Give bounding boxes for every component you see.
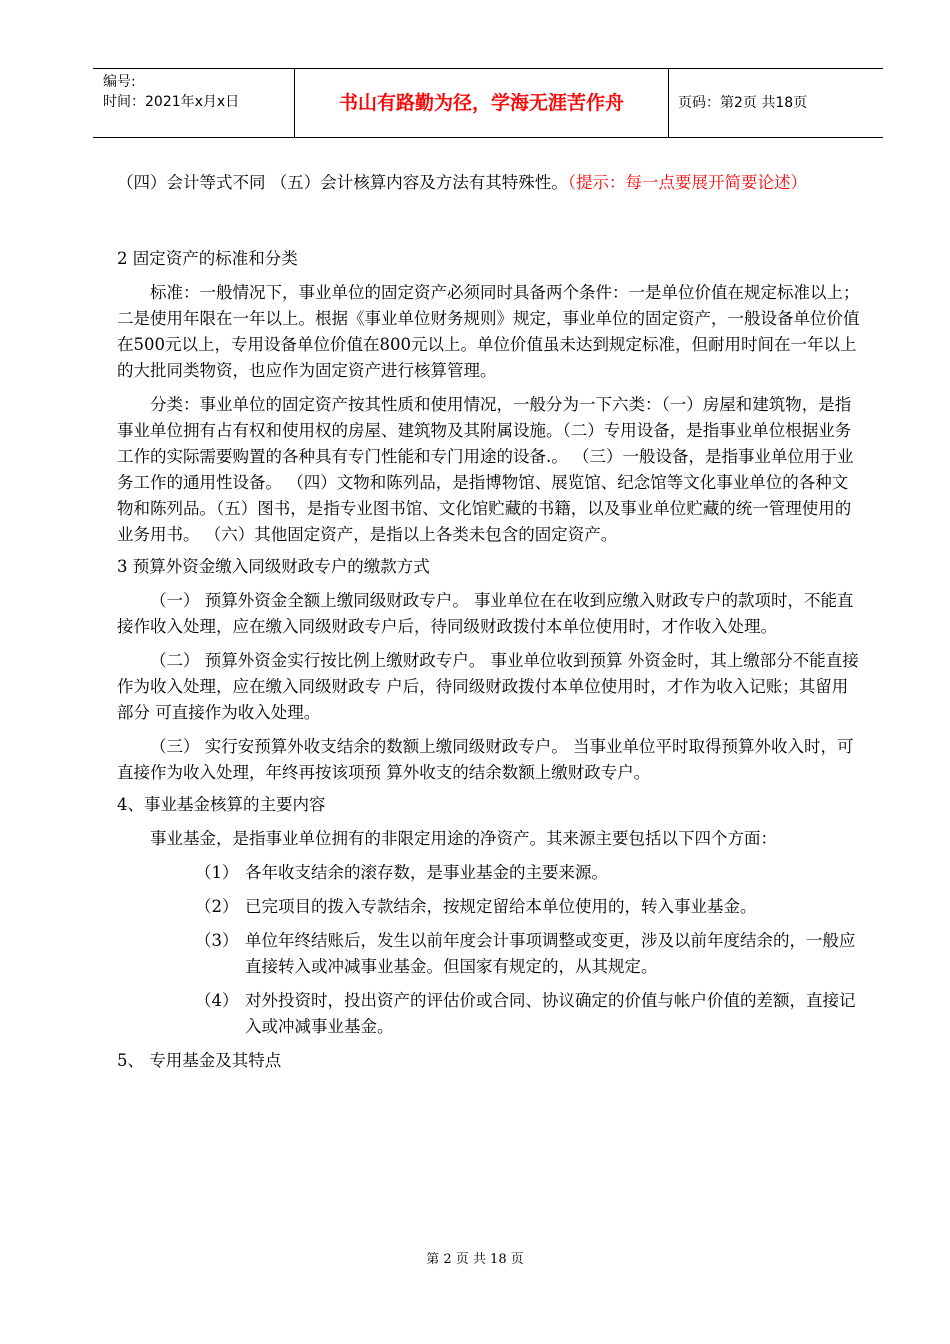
list-item-number: （1） [195,863,239,882]
document-body [117,170,862,1074]
section-2-classification: 分类：事业单位的固定资产按其性质和使用情况，一般分为一下六类：（一）房屋和建筑物，是指事业单位拥有占有权和使用权的房屋、建筑物及其附属设施。（二）专用设备，是指事业单位根据业务工作的实际需要购置的各种具有专门性能和专门用途的设备.。 （三）一般设备，是指事业单位用于业务工作的通用性设备。 （四）文物和陈列品，是指博物馆、展览馆、纪念馆等文化事业单位的各种文物和陈列品。（五）图书，是指专业图书馆、文化馆贮藏的书籍，以及事业单位贮藏的统一管理使用的业务用书。 （六）其他固定资产，是指以上各类未包含的固定资产。 [117,395,854,544]
list-item-text: 已完项目的拨入专款结余，按规定留给本单位使用的，转入事业基金。 [245,897,757,916]
list-item-number: （2） [195,897,239,916]
header-meta [93,69,295,137]
list-item [117,894,862,920]
section-3-title: 3 预算外资金缴入同级财政专户的缴款方式 [117,557,430,576]
intro-text: （四）会计等式不同 （五）会计核算内容及方法有其特殊性。 [117,173,568,192]
section-4-intro: 事业基金，是指事业单位拥有的非限定用途的净资产。其来源主要包括以下四个方面： [150,829,777,848]
list-item [117,860,862,886]
intro-hint: （提示：每一点要展开简要论述） [567,173,807,192]
header-motto: 书山有路勤为径，学海无涯苦作舟 [295,69,669,137]
section-2-title: 2 固定资产的标准和分类 [117,249,298,268]
section-3-method-3: （三） 实行安预算外收支结余的数额上缴同级财政专户。 当事业单位平时取得预算外收入时，可直接作为收入处理，年终再按该项预 算外收支的结余数额上缴财政专户。 [117,737,854,782]
list-item-text: 对外投资时，投出资产的评估价或合同、协议确定的价值与帐户价值的差额，直接记入或冲减事业基金。 [245,991,856,1036]
list-item-text: 单位年终结账后，发生以前年度会计事项调整或变更，涉及以前年度结余的，一般应直接转入或冲减事业基金。但国家有规定的，从其规定。 [245,931,856,976]
section-2-standard: 标准：一般情况下，事业单位的固定资产必须同时具备两个条件：一是单位价值在规定标准以上；二是使用年限在一年以上。根据《事业单位财务规则》规定，事业单位的固定资产，一般设备单位价值在500元以上，专用设备单位价值在800元以上。单位价值虽未达到规定标准，但耐用时间在一年以上的大批同类物资，也应作为固定资产进行核算管理。 [117,283,860,380]
section-3-method-1: （一） 预算外资金全额上缴同级财政专户。 事业单位在在收到应缴入财政专户的款项时，不能直接作收入处理，应在缴入同级财政专户后，待同级财政拨付本单位使用时，才作收入处理。 [117,591,854,636]
section-3-method-2: （二） 预算外资金实行按比例上缴财政专户。 事业单位收到预算 外资金时，其上缴部分不能直接作为收入处理，应在缴入同级财政专 户后，待同级财政拨付本单位使用时，才作为收入记账；其留用部分 可直接作为收入处理。 [117,651,859,722]
page-header [93,68,883,138]
list-item [117,928,862,980]
list-item-text: 各年收支结余的滚存数，是事业基金的主要来源。 [245,863,608,882]
section-4-title: 4、事业基金核算的主要内容 [117,795,326,814]
header-page-info: 页码：第2页 共18页 [678,95,808,111]
page-footer: 第 2 页 共 18 页 [426,1252,524,1267]
intro-paragraph [117,170,862,196]
list-item-number: （4） [195,991,239,1010]
header-time: 时间：2021年x月x日 [103,94,240,110]
list-item-number: （3） [195,931,239,950]
section-5-title: 5、 专用基金及其特点 [117,1051,282,1070]
header-number-label: 编号: [103,74,136,90]
list-item [117,988,862,1040]
